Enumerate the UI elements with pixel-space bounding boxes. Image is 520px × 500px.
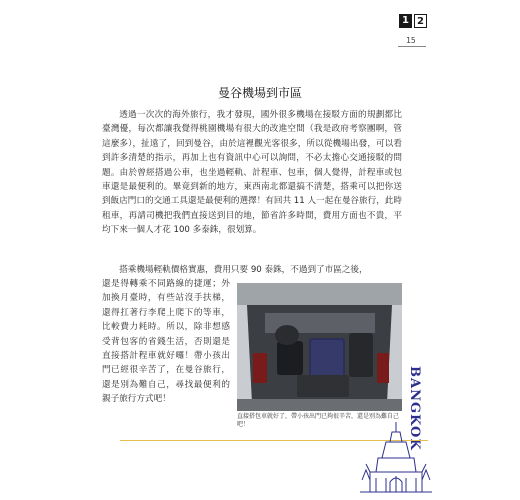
header-divider: [398, 46, 426, 47]
section-title: 曼谷機場到市區: [217, 86, 302, 100]
van-trunk-illustration: [237, 283, 402, 411]
chapter-tab-2: 2: [414, 14, 427, 28]
temple-illustration-icon: [356, 420, 436, 495]
photo-caption: 直接搭包車就好了，帶小孩出門已夠很辛苦，還是別為難自己吧！: [237, 413, 400, 428]
van-trunk-photo: [237, 283, 402, 411]
paragraph-2-column: 還是得轉乘不同路線的捷運；外加換月臺時，有些站沒手扶梯，還得扛著行李爬上爬下的等車，比較費力耗時。所以，除非想感受背包客的省錢生活，否則還是直接搭計程車就好囉！帶小孩出門已經很辛苦了，在曼谷旅行，還是別為難自己，尋找最便利的親子旅行方式吧！: [102, 279, 230, 405]
chapter-tabs: [399, 14, 427, 28]
page-number: 15: [406, 36, 416, 45]
chapter-tab-1: 1: [399, 14, 412, 28]
paragraph-2-first-line: 搭乘機場輕軌價格實惠，費用只要 90 泰銖，不過到了市區之後，: [119, 265, 368, 275]
paragraph-1: 透過一次次的海外旅行，我才發現，國外很多機場在接駁方面的規劃都比臺灣優，每次都讓我覺得桃園機場有很大的改進空間（我是政府考察團啊，管這麼多），扯遠了，回到曼谷，由於這裡觀光客很多，所以從機場出發，可以看到許多清楚的指示，再加上也有資訊中心可以詢問，不必太擔心交通接駁的問題。由於曾經搭過公車，也坐過輕軌、計程車、包車，個人覺得，計程車或包車還是最便利的。畢竟到新的地方，東西南北都還搞不清楚，搭乘可以把你送到飯店門口的交通工具還是最便利的選擇！有回共 11 人一起在曼谷旅行，此時租車，再請司機把我們直接送到目的地，節省許多時間，費用方面也不貴，平均下來一個人才花 100 多泰銖，很划算。: [102, 110, 402, 236]
bangkok-side-label: BANGKOK: [407, 366, 422, 451]
